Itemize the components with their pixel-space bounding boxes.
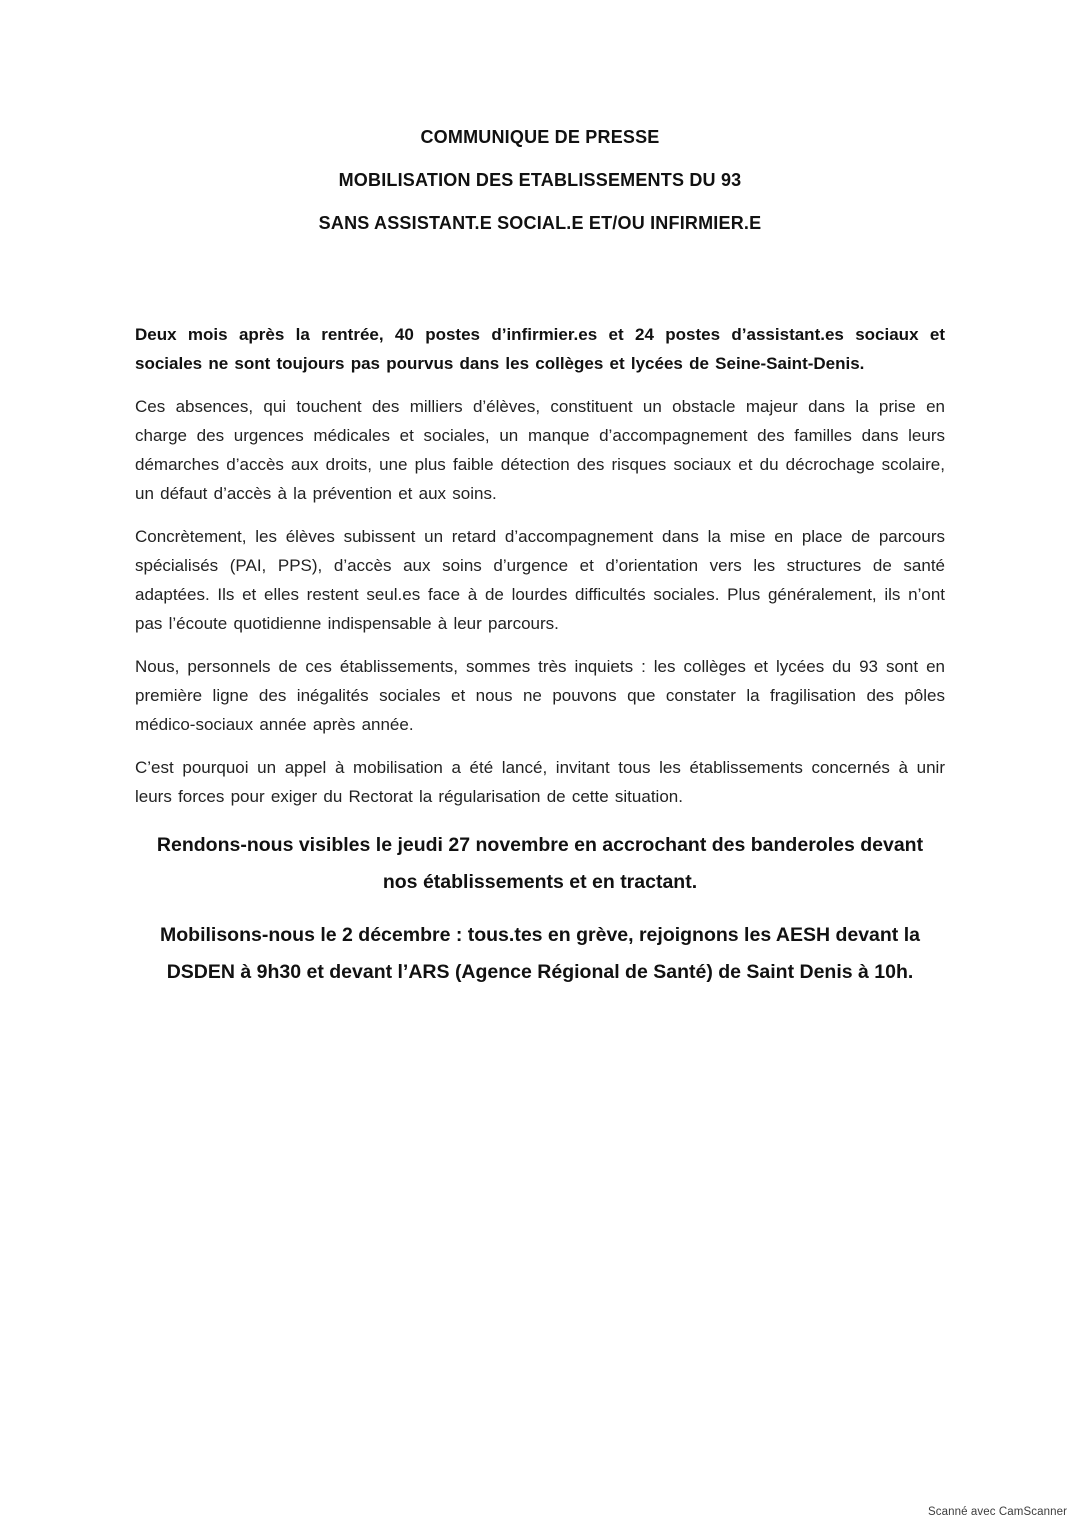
body-paragraph-absences: Ces absences, qui touchent des milliers d’élèves, constituent un obstacle majeur dans la prise en charge des urgences médicales et sociales, un manque d’accompagnement des familles dans leurs démarches d’accès aux droits, une plus faible détection des risques sociaux et du décrochage scolaire, un défaut d’accès à la prévention et aux soins. <box>135 397 945 503</box>
camscanner-watermark: Scanné avec CamScanner <box>928 1506 1067 1518</box>
header-line-1: COMMUNIQUE DE PRESSE <box>420 127 660 147</box>
lead-paragraph: Deux mois après la rentrée, 40 postes d’infirmier.es et 24 postes d’assistant.es sociaux et sociales ne sont toujours pas pourvus dans les collèges et lycées de Seine-Saint-Denis. <box>135 325 945 373</box>
cta-paragraph-2-decembre: Mobilisons-nous le 2 décembre : tous.tes en grève, rejoignons les AESH devant la DSDEN à 9h30 et devant l’ARS (Agence Régional de Santé) de Saint Denis à 10h. <box>160 924 920 983</box>
body-paragraph-consequences: Concrètement, les élèves subissent un retard d’accompagnement dans la mise en place de parcours spécialisés (PAI, PPS), d’accès aux soins d’urgence et d’orientation vers les structures de santé adaptées. Ils et elles restent seul.es face à de lourdes difficultés sociales. Plus généralement, ils n’ont pas l’écoute quotidienne indispensable à leur parcours. <box>135 527 945 633</box>
header-line-3: SANS ASSISTANT.E SOCIAL.E ET/OU INFIRMIER.E <box>318 213 762 233</box>
cta-paragraph-27-novembre: Rendons-nous visibles le jeudi 27 novembre en accrochant des banderoles devant nos établissements et en tractant. <box>156 834 924 893</box>
header-line-2: MOBILISATION DES ETABLISSEMENTS DU 93 <box>338 170 742 190</box>
document-header <box>135 126 945 234</box>
body-paragraph-appel: C’est pourquoi un appel à mobilisation a été lancé, invitant tous les établissements concernés à unir leurs forces pour exiger du Rectorat la régularisation de cette situation. <box>135 758 945 806</box>
body-paragraph-inquiets: Nous, personnels de ces établissements, sommes très inquiets : les collèges et lycées du 93 sont en première ligne des inégalités sociales et nous ne pouvons que constater la fragilisation des pôles médico-sociaux année après année. <box>135 657 945 734</box>
